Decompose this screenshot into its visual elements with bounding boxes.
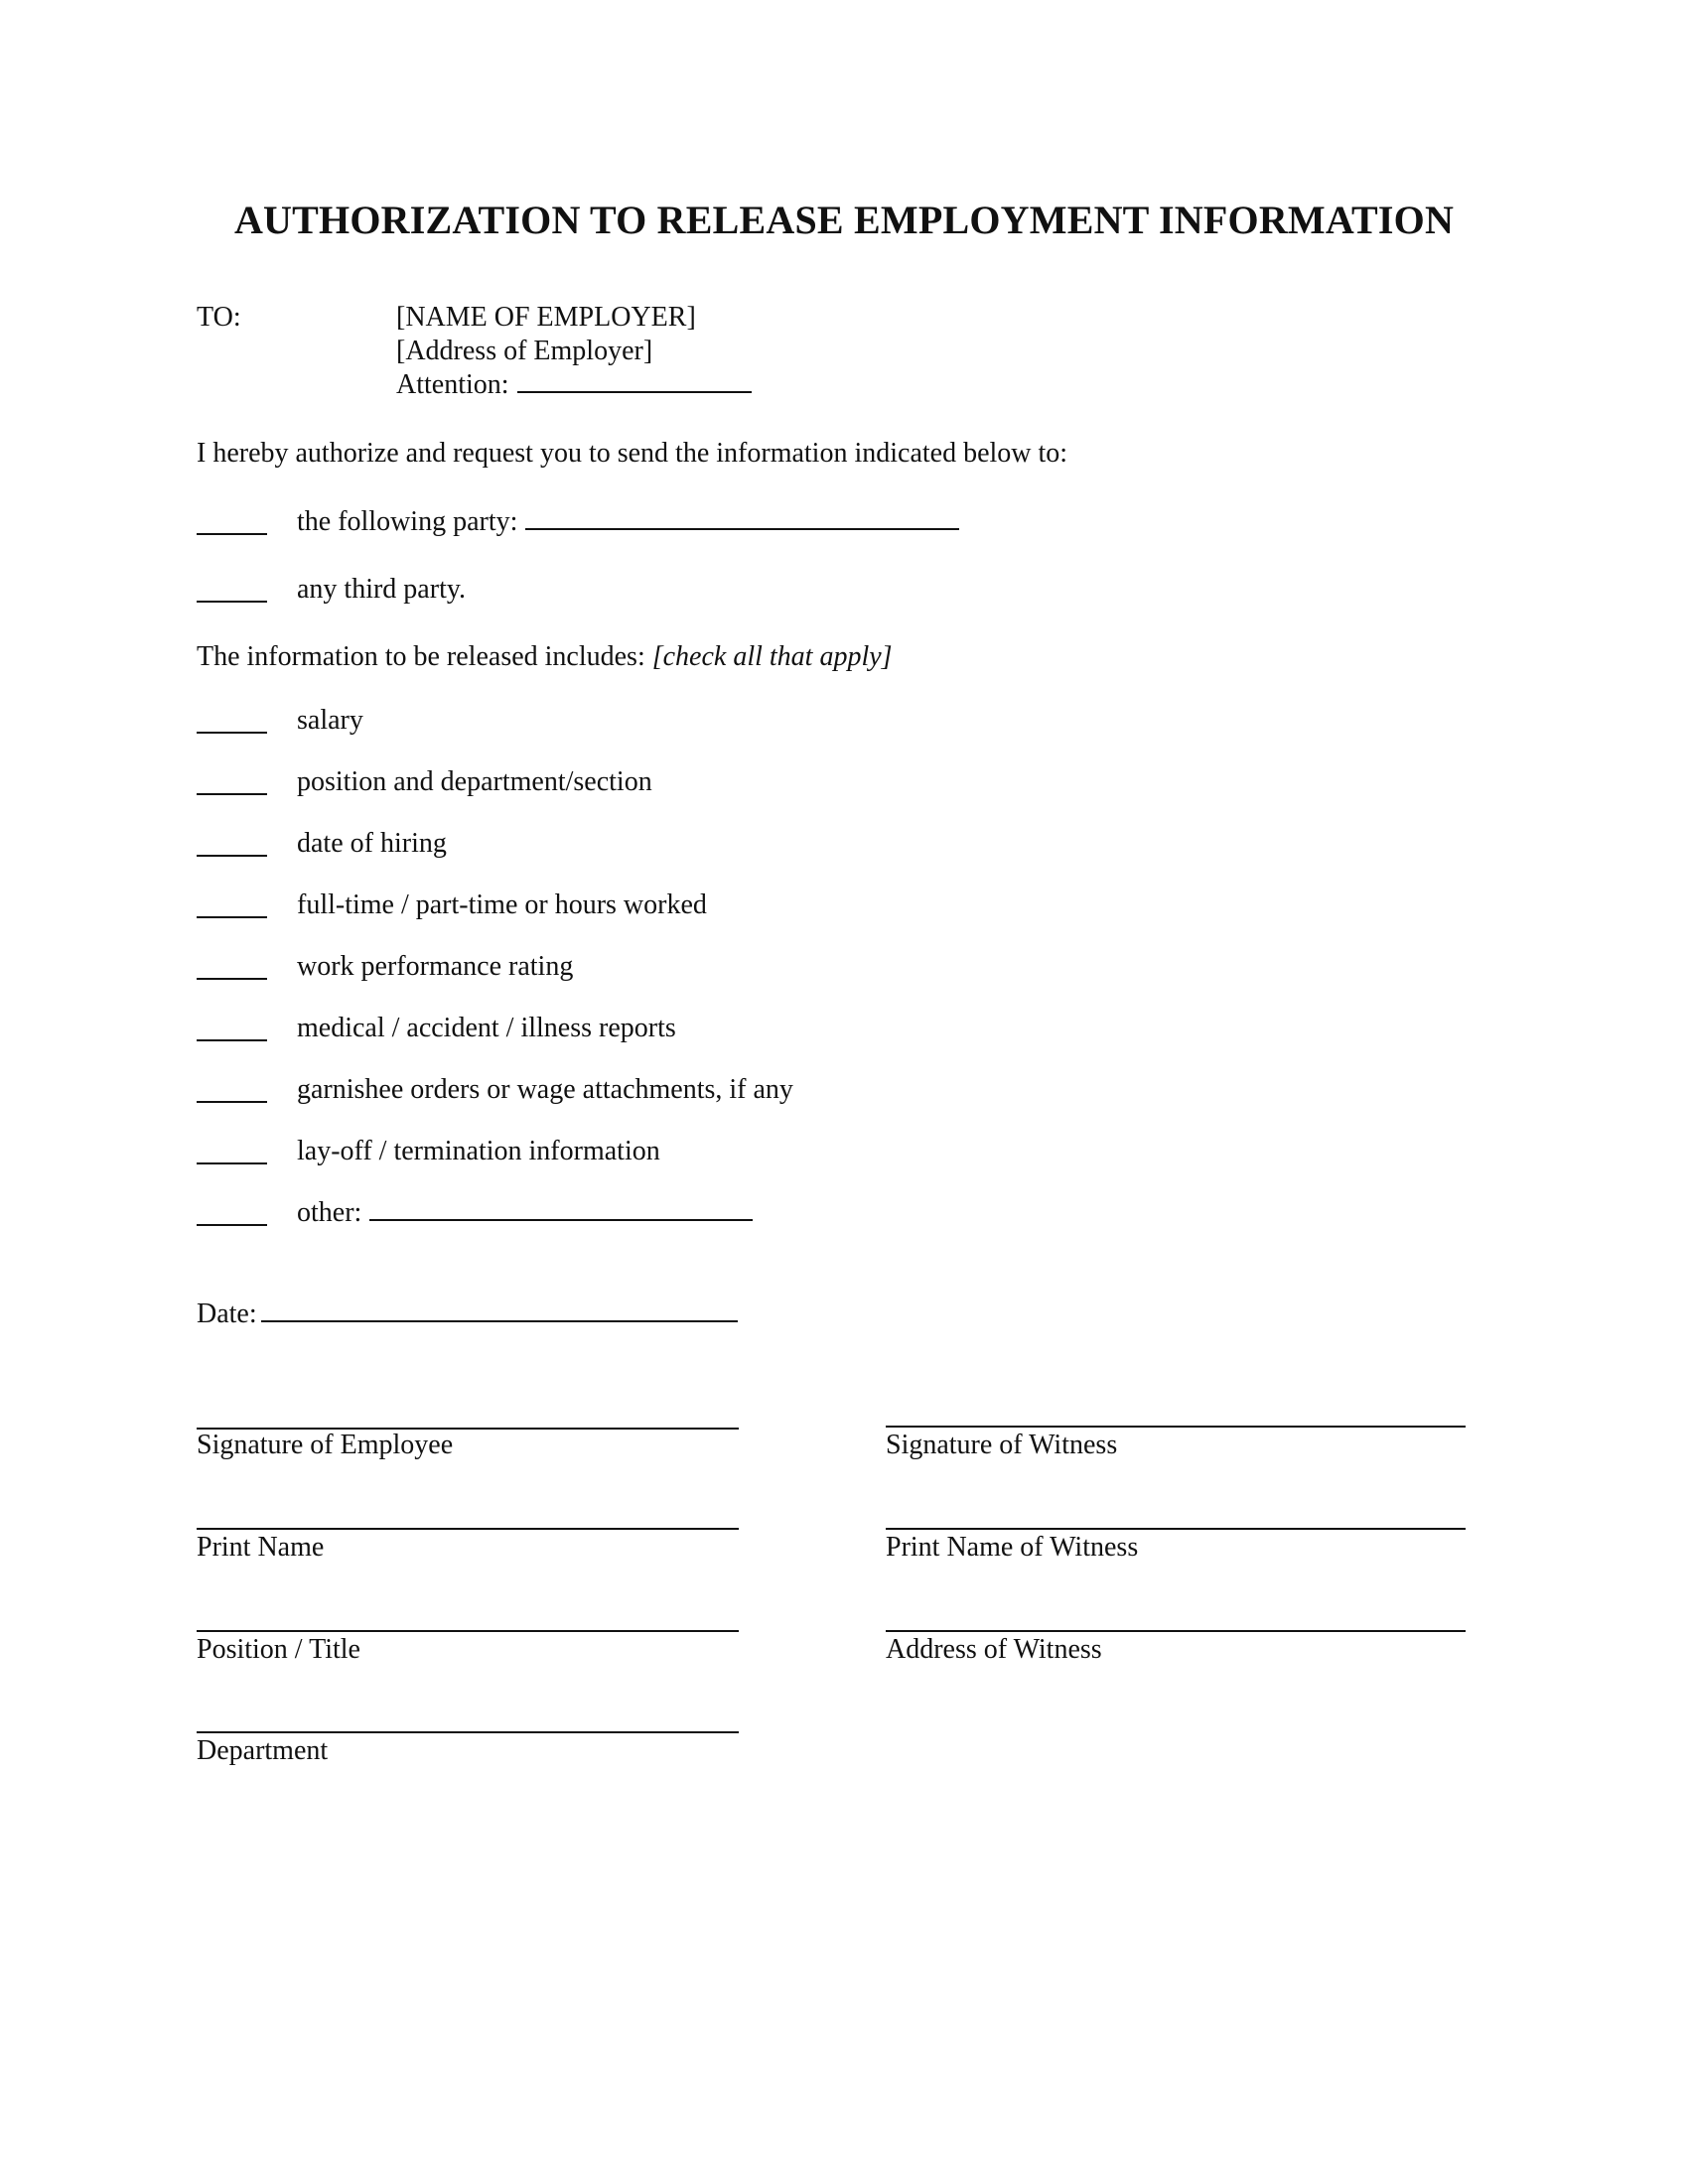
employee-position-label: Position / Title [197, 1634, 360, 1665]
info-item-medical: medical / accident / illness reports [297, 1013, 676, 1043]
info-item-salary: salary [297, 705, 363, 736]
info-item-date-of-hiring: date of hiring [297, 828, 447, 859]
info-item-performance: work performance rating [297, 951, 574, 982]
date-row [197, 1297, 738, 1332]
witness-address-label: Address of Witness [886, 1634, 1102, 1665]
info-checkbox-garnishee[interactable] [197, 1101, 267, 1103]
info-checkbox-date-of-hiring[interactable] [197, 855, 267, 857]
info-instruction: [check all that apply] [651, 641, 893, 672]
recipient-following-party-label: the following party: [297, 506, 518, 537]
date-field[interactable] [261, 1297, 738, 1322]
employee-print-name-label: Print Name [197, 1532, 325, 1563]
date-label: Date: [197, 1298, 257, 1329]
info-checkbox-other[interactable] [197, 1224, 267, 1226]
info-intro-text: The information to be released includes: [197, 641, 645, 672]
employer-name: [NAME OF EMPLOYER] [396, 302, 696, 333]
info-intro-row [197, 639, 893, 675]
witness-signature-label: Signature of Witness [886, 1430, 1118, 1460]
witness-print-name-label: Print Name of Witness [886, 1532, 1139, 1563]
request-text: I hereby authorize and request you to send the information indicated below to: [197, 438, 1068, 469]
attention-row [396, 367, 752, 403]
employee-signature-label: Signature of Employee [197, 1430, 454, 1460]
document-title: AUTHORIZATION TO RELEASE EMPLOYMENT INFORMATION [233, 198, 1455, 242]
attention-label: Attention: [396, 369, 509, 400]
info-checkbox-termination[interactable] [197, 1162, 267, 1164]
info-item-other-label: other: [297, 1197, 362, 1228]
recipient-checkbox-following-party[interactable] [197, 533, 267, 535]
recipient-following-party-row [297, 504, 959, 540]
info-item-termination: lay-off / termination information [297, 1136, 660, 1166]
info-checkbox-salary[interactable] [197, 732, 267, 734]
other-field[interactable] [369, 1195, 753, 1221]
recipient-checkbox-any-third-party[interactable] [197, 601, 267, 603]
info-checkbox-performance[interactable] [197, 978, 267, 980]
employer-address: [Address of Employer] [396, 336, 653, 366]
info-item-other-row [297, 1195, 753, 1231]
info-checkbox-position[interactable] [197, 793, 267, 795]
info-item-hours: full-time / part-time or hours worked [297, 889, 707, 920]
employee-department-label: Department [197, 1735, 329, 1766]
info-checkbox-hours[interactable] [197, 916, 267, 918]
info-item-garnishee: garnishee orders or wage attachments, if any [297, 1074, 793, 1105]
attention-field[interactable] [517, 367, 752, 393]
recipient-any-third-party-label: any third party. [297, 574, 467, 605]
following-party-field[interactable] [525, 504, 959, 530]
info-checkbox-medical[interactable] [197, 1039, 267, 1041]
info-item-position: position and department/section [297, 766, 652, 797]
to-label: TO: [197, 302, 241, 333]
